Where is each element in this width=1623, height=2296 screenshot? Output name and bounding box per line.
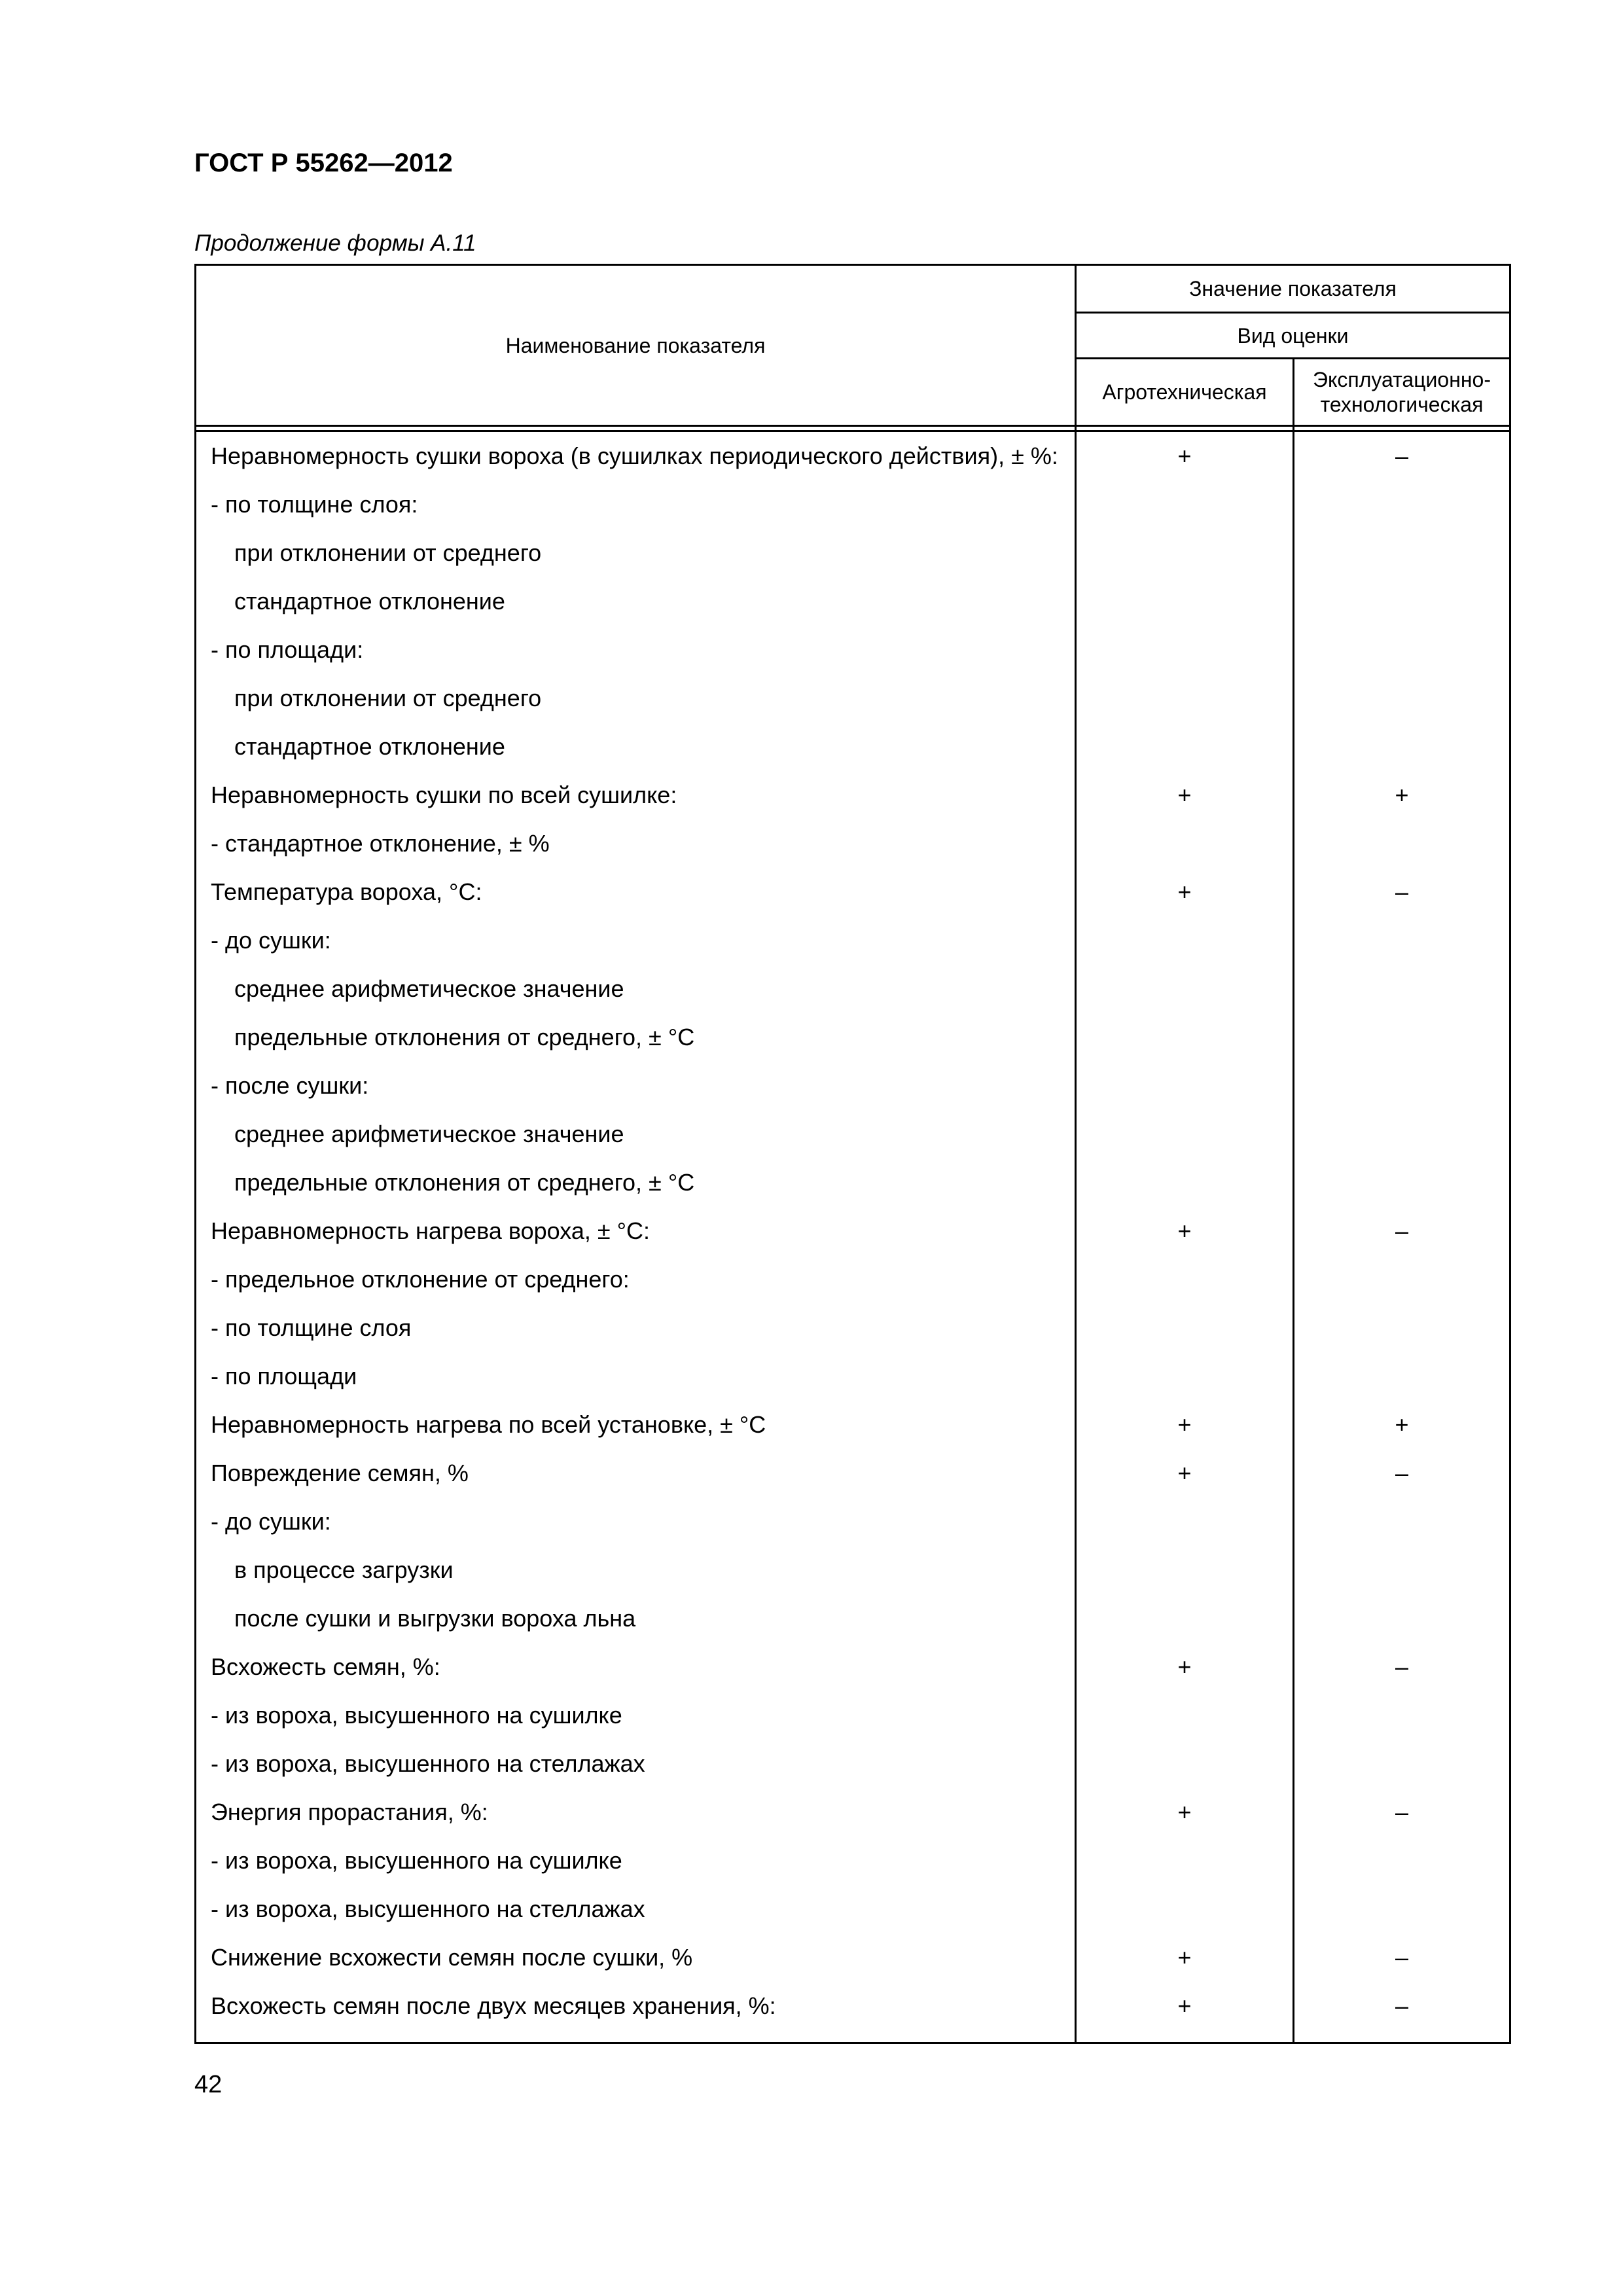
agro-mark: +	[1177, 1653, 1192, 1680]
expl-mark	[1294, 480, 1509, 529]
header-expl-line1: Эксплуатационно-	[1313, 368, 1491, 391]
indicator-name: - из вороха, высушенного на стеллажах	[211, 1750, 645, 1777]
indicator-name: Всхожесть семян, %:	[211, 1653, 440, 1680]
table-row	[196, 1933, 1509, 1982]
indicator-name: предельные отклонения от среднего, ± °С	[234, 1024, 695, 1050]
indicator-name: стандартное отклонение	[234, 733, 505, 760]
expl-mark: –	[1395, 878, 1409, 905]
table-row	[196, 1885, 1509, 1933]
table-row	[196, 1740, 1509, 1788]
agro-mark	[1077, 1837, 1293, 1885]
table-row	[196, 1352, 1509, 1401]
indicator-name: - до сушки:	[211, 927, 331, 954]
expl-mark	[1294, 1062, 1509, 1110]
agro-mark	[1077, 577, 1293, 626]
indicator-name: Повреждение семян, %	[211, 1460, 469, 1486]
table-row	[196, 916, 1509, 965]
header-bottom-rule	[196, 425, 1509, 427]
table-row	[196, 674, 1509, 723]
table-row	[196, 1449, 1509, 1498]
header-agro	[1077, 359, 1293, 425]
header-value-text: Значение показателя	[1189, 277, 1397, 300]
table-row	[196, 1013, 1509, 1062]
agro-mark: +	[1177, 1944, 1192, 1971]
expl-mark	[1294, 529, 1509, 577]
table-row	[196, 965, 1509, 1013]
indicator-name: - по площади	[211, 1363, 357, 1390]
indicator-name: среднее арифметическое значение	[234, 1121, 624, 1147]
header-value	[1077, 266, 1509, 312]
indicator-name: - по площади:	[211, 636, 364, 663]
table-row	[196, 1062, 1509, 1110]
expl-mark: –	[1395, 1992, 1409, 2019]
table-row	[196, 1207, 1509, 1255]
header-name	[196, 266, 1075, 425]
indicator-name: - стандартное отклонение, ± %	[211, 830, 550, 857]
agro-mark	[1077, 1255, 1293, 1304]
agro-mark	[1077, 1062, 1293, 1110]
document-code: ГОСТ Р 55262—2012	[194, 149, 453, 177]
indicator-name: - предельное отклонение от среднего:	[211, 1266, 630, 1293]
indicator-name: - до сушки:	[211, 1508, 331, 1535]
agro-mark: +	[1177, 781, 1192, 808]
header-assessment-text: Вид оценки	[1237, 323, 1349, 348]
agro-mark	[1077, 674, 1293, 723]
table-row	[196, 1594, 1509, 1643]
indicator-name: в процессе загрузки	[234, 1556, 454, 1583]
expl-mark	[1294, 1837, 1509, 1885]
expl-mark	[1294, 723, 1509, 771]
table-row	[196, 1691, 1509, 1740]
expl-mark: +	[1395, 781, 1409, 808]
expl-mark	[1294, 1691, 1509, 1740]
indicator-name: - по толщине слоя	[211, 1314, 412, 1341]
expl-mark: –	[1395, 1217, 1409, 1244]
agro-mark	[1077, 480, 1293, 529]
indicator-name: Снижение всхожести семян после сушки, %	[211, 1944, 693, 1971]
table-row	[196, 529, 1509, 577]
agro-mark	[1077, 1546, 1293, 1594]
agro-mark	[1077, 965, 1293, 1013]
indicator-name: Неравномерность сушки по всей сушилке:	[211, 781, 677, 808]
indicator-name: - после сушки:	[211, 1072, 369, 1099]
agro-mark	[1077, 1013, 1293, 1062]
agro-mark: +	[1177, 1217, 1192, 1244]
expl-mark: –	[1395, 442, 1409, 469]
indicator-name: - из вороха, высушенного на стеллажах	[211, 1895, 645, 1922]
table-row	[196, 1546, 1509, 1594]
table-row	[196, 1837, 1509, 1885]
expl-mark	[1294, 819, 1509, 868]
table-body	[196, 432, 1509, 2030]
expl-mark: +	[1395, 1411, 1409, 1438]
agro-mark	[1077, 819, 1293, 868]
agro-mark	[1077, 1498, 1293, 1546]
agro-mark	[1077, 1304, 1293, 1352]
expl-mark	[1294, 1304, 1509, 1352]
indicator-name: при отклонении от среднего	[234, 685, 542, 711]
indicator-name: стандартное отклонение	[234, 588, 505, 615]
expl-mark	[1294, 1158, 1509, 1207]
indicator-name: предельные отклонения от среднего, ± °С	[234, 1169, 695, 1196]
table-row	[196, 819, 1509, 868]
expl-mark	[1294, 1885, 1509, 1933]
table-row	[196, 1255, 1509, 1304]
expl-mark	[1294, 965, 1509, 1013]
expl-mark	[1294, 1740, 1509, 1788]
table-row	[196, 432, 1509, 480]
indicator-name: - из вороха, высушенного на сушилке	[211, 1702, 622, 1729]
agro-mark	[1077, 1110, 1293, 1158]
indicator-name: Неравномерность сушки вороха (в сушилках периодического действия), ± %:	[211, 442, 1058, 469]
agro-mark: +	[1177, 1460, 1192, 1486]
expl-mark	[1294, 674, 1509, 723]
indicator-name: Энергия прорастания, %:	[211, 1799, 488, 1825]
header-expl	[1294, 359, 1509, 425]
expl-mark	[1294, 1594, 1509, 1643]
header-expl-line2: технологическая	[1320, 393, 1484, 416]
header-assessment	[1077, 314, 1509, 357]
table-row	[196, 1110, 1509, 1158]
table-row	[196, 1158, 1509, 1207]
expl-mark: –	[1395, 1653, 1409, 1680]
expl-mark: –	[1395, 1799, 1409, 1825]
page-number: 42	[194, 2071, 223, 2098]
agro-mark	[1077, 626, 1293, 674]
table-row	[196, 868, 1509, 916]
agro-mark: +	[1177, 1799, 1192, 1825]
agro-mark: +	[1177, 442, 1192, 469]
table-row	[196, 771, 1509, 819]
table-row	[196, 577, 1509, 626]
header-agro-text: Агротехническая	[1102, 380, 1267, 404]
agro-mark	[1077, 916, 1293, 965]
indicator-name: при отклонении от среднего	[234, 539, 542, 566]
table-row	[196, 1788, 1509, 1837]
agro-mark	[1077, 1594, 1293, 1643]
agro-mark: +	[1177, 878, 1192, 905]
agro-mark: +	[1177, 1411, 1192, 1438]
indicator-name: Температура вороха, °С:	[211, 878, 482, 905]
agro-mark	[1077, 1158, 1293, 1207]
table-row	[196, 1643, 1509, 1691]
table-row	[196, 1498, 1509, 1546]
expl-mark	[1294, 1546, 1509, 1594]
table-caption: Продолжение формы А.11	[194, 230, 476, 256]
table-row	[196, 1401, 1509, 1449]
indicator-name: - из вороха, высушенного на сушилке	[211, 1847, 622, 1874]
expl-mark	[1294, 577, 1509, 626]
table-row	[196, 626, 1509, 674]
agro-mark	[1077, 1740, 1293, 1788]
indicator-name: среднее арифметическое значение	[234, 975, 624, 1002]
expl-mark	[1294, 1013, 1509, 1062]
agro-mark	[1077, 529, 1293, 577]
header-name-text: Наименование показателя	[505, 333, 766, 357]
agro-mark	[1077, 723, 1293, 771]
indicator-name: после сушки и выгрузки вороха льна	[234, 1605, 636, 1632]
expl-mark	[1294, 1255, 1509, 1304]
agro-mark: +	[1177, 1992, 1192, 2019]
expl-mark	[1294, 916, 1509, 965]
expl-mark	[1294, 1110, 1509, 1158]
expl-mark	[1294, 1498, 1509, 1546]
expl-mark: –	[1395, 1944, 1409, 1971]
table-row	[196, 723, 1509, 771]
agro-mark	[1077, 1885, 1293, 1933]
table-row	[196, 1982, 1509, 2030]
agro-mark	[1077, 1352, 1293, 1401]
table-row	[196, 480, 1509, 529]
indicator-table	[194, 264, 1511, 2044]
expl-mark: –	[1395, 1460, 1409, 1486]
expl-mark	[1294, 626, 1509, 674]
indicator-name: Неравномерность нагрева вороха, ± °С:	[211, 1217, 651, 1244]
indicator-name: Неравномерность нагрева по всей установке, ± °С	[211, 1411, 766, 1438]
table-row	[196, 1304, 1509, 1352]
indicator-name: Всхожесть семян после двух месяцев хранения, %:	[211, 1992, 776, 2019]
indicator-name: - по толщине слоя:	[211, 491, 418, 518]
expl-mark	[1294, 1352, 1509, 1401]
agro-mark	[1077, 1691, 1293, 1740]
